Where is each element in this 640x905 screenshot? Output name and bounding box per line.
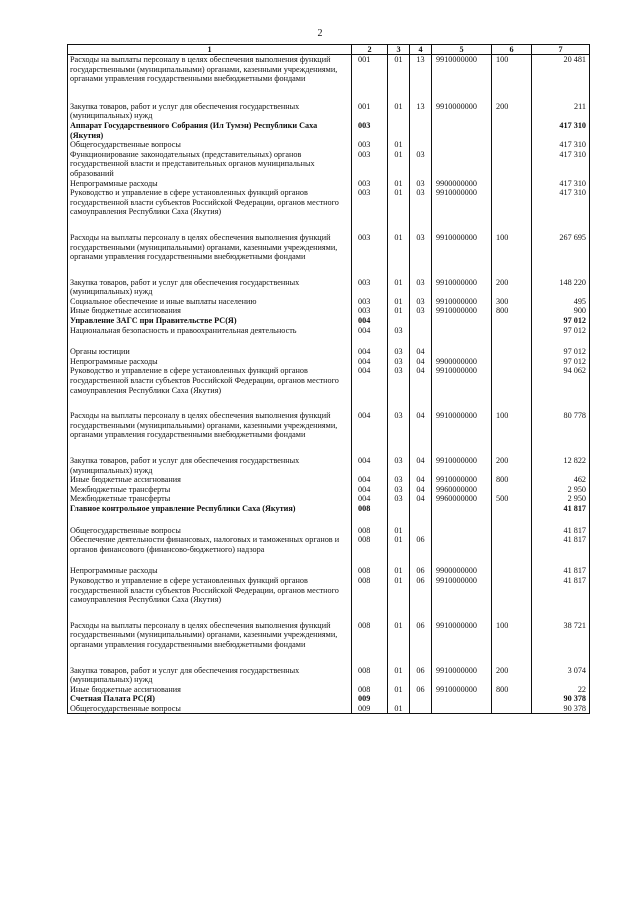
row-expense-type [492, 366, 532, 411]
row-name: Расходы на выплаты персоналу в целях обеспечения выполнения функций государственными (муниципальными) органами, казенными учреждениями, органами управления государственными внебюджетными фондами [68, 621, 352, 666]
row-expense-type [492, 179, 532, 189]
row-section: 01 [388, 306, 410, 316]
row-target-article [432, 504, 492, 526]
row-amount: 97 012 [532, 316, 590, 326]
table-row [68, 666, 590, 685]
row-expense-type: 200 [492, 456, 532, 475]
table-row [68, 475, 590, 485]
row-subsection: 06 [410, 576, 432, 621]
row-target-article: 9910000000 [432, 188, 492, 233]
row-subsection: 04 [410, 485, 432, 495]
row-subsection: 06 [410, 535, 432, 566]
header-col-1: 1 [68, 45, 352, 55]
row-expense-type: 200 [492, 278, 532, 297]
row-expense-type [492, 140, 532, 150]
row-name: Иные бюджетные ассигнования [68, 475, 352, 485]
row-subsection: 04 [410, 357, 432, 367]
row-expense-type [492, 485, 532, 495]
row-target-article: 9910000000 [432, 456, 492, 475]
table-row [68, 685, 590, 695]
row-expense-type [492, 566, 532, 576]
row-admin-code: 008 [352, 621, 388, 666]
row-subsection [410, 316, 432, 326]
row-name: Руководство и управление в сфере установленных функций органов государственной власти субъектов Российской Федерации, органов местного самоуправления Республики Саха (Якутия) [68, 366, 352, 411]
row-amount: 462 [532, 475, 590, 485]
row-amount: 90 378 [532, 704, 590, 714]
header-row [68, 45, 590, 55]
row-name: Управление ЗАГС при Правительстве РС(Я) [68, 316, 352, 326]
row-amount: 41 817 [532, 566, 590, 576]
row-name: Расходы на выплаты персоналу в целях обеспечения выполнения функций государственными (муниципальными) органами, казенными учреждениями, органами управления государственными внебюджетными фондами [68, 411, 352, 456]
row-target-article [432, 347, 492, 357]
row-amount: 41 817 [532, 526, 590, 536]
row-target-article [432, 535, 492, 566]
row-subsection [410, 504, 432, 526]
row-expense-type [492, 576, 532, 621]
row-target-article: 9900000000 [432, 179, 492, 189]
row-subsection: 04 [410, 347, 432, 357]
row-admin-code: 003 [352, 150, 388, 179]
row-section: 03 [388, 326, 410, 348]
row-section: 03 [388, 456, 410, 475]
row-name: Непрограммные расходы [68, 179, 352, 189]
row-name: Межбюджетные трансферты [68, 485, 352, 495]
budget-table [67, 44, 590, 714]
row-expense-type [492, 347, 532, 357]
row-subsection: 03 [410, 278, 432, 297]
row-target-article: 9910000000 [432, 278, 492, 297]
row-admin-code: 003 [352, 278, 388, 297]
table-row [68, 55, 590, 102]
row-amount: 97 012 [532, 347, 590, 357]
row-admin-code: 003 [352, 297, 388, 307]
row-section: 03 [388, 485, 410, 495]
row-amount: 417 310 [532, 150, 590, 179]
row-name: Аппарат Государственного Собрания (Ил Тумэн) Республики Саха (Якутия) [68, 121, 352, 140]
row-section: 01 [388, 704, 410, 714]
row-expense-type: 800 [492, 685, 532, 695]
row-target-article: 9910000000 [432, 685, 492, 695]
row-amount: 97 012 [532, 357, 590, 367]
row-admin-code: 004 [352, 411, 388, 456]
row-section: 01 [388, 150, 410, 179]
row-target-article: 9910000000 [432, 475, 492, 485]
row-amount: 41 817 [532, 504, 590, 526]
table-row [68, 576, 590, 621]
row-section: 03 [388, 366, 410, 411]
row-amount: 417 310 [532, 140, 590, 150]
row-subsection: 04 [410, 456, 432, 475]
row-target-article: 9900000000 [432, 566, 492, 576]
row-expense-type [492, 535, 532, 566]
header-col-4: 4 [410, 45, 432, 55]
row-admin-code: 003 [352, 121, 388, 140]
row-target-article [432, 140, 492, 150]
table-row [68, 366, 590, 411]
row-admin-code: 003 [352, 306, 388, 316]
row-expense-type: 100 [492, 621, 532, 666]
row-amount: 3 074 [532, 666, 590, 685]
row-subsection: 04 [410, 411, 432, 456]
row-admin-code: 008 [352, 535, 388, 566]
row-section: 01 [388, 140, 410, 150]
row-section: 01 [388, 685, 410, 695]
table-row [68, 306, 590, 316]
row-name: Руководство и управление в сфере установленных функций органов государственной власти субъектов Российской Федерации, органов местного самоуправления Республики Саха (Якутия) [68, 188, 352, 233]
row-section: 01 [388, 188, 410, 233]
row-expense-type [492, 316, 532, 326]
row-section: 03 [388, 357, 410, 367]
row-subsection: 06 [410, 621, 432, 666]
row-admin-code: 008 [352, 504, 388, 526]
row-target-article: 9910000000 [432, 621, 492, 666]
row-expense-type [492, 704, 532, 714]
row-target-article [432, 326, 492, 348]
table-row [68, 140, 590, 150]
table-row [68, 347, 590, 357]
row-admin-code: 008 [352, 576, 388, 621]
table-header [68, 45, 590, 55]
row-amount: 90 378 [532, 694, 590, 704]
row-target-article [432, 316, 492, 326]
table-row [68, 357, 590, 367]
row-name: Общегосударственные вопросы [68, 140, 352, 150]
row-subsection [410, 526, 432, 536]
table-row [68, 485, 590, 495]
table-row [68, 278, 590, 297]
row-admin-code: 008 [352, 685, 388, 695]
page-number: 2 [317, 28, 323, 39]
row-expense-type: 800 [492, 306, 532, 316]
row-section: 03 [388, 494, 410, 504]
header-col-2: 2 [352, 45, 388, 55]
row-target-article: 9900000000 [432, 357, 492, 367]
row-target-article: 9910000000 [432, 411, 492, 456]
table-row [68, 233, 590, 278]
row-section [388, 316, 410, 326]
row-subsection [410, 121, 432, 140]
row-subsection [410, 140, 432, 150]
row-expense-type: 100 [492, 233, 532, 278]
row-target-article [432, 526, 492, 536]
row-target-article: 9910000000 [432, 102, 492, 121]
header-col-3: 3 [388, 45, 410, 55]
row-admin-code: 001 [352, 55, 388, 102]
row-amount: 2 950 [532, 494, 590, 504]
row-subsection: 06 [410, 666, 432, 685]
header-col-5: 5 [432, 45, 492, 55]
row-section [388, 121, 410, 140]
row-expense-type: 800 [492, 475, 532, 485]
row-target-article: 9910000000 [432, 306, 492, 316]
table-row [68, 150, 590, 179]
row-subsection: 04 [410, 494, 432, 504]
row-section: 01 [388, 535, 410, 566]
table-row [68, 411, 590, 456]
row-section: 01 [388, 233, 410, 278]
table-row [68, 621, 590, 666]
row-expense-type [492, 694, 532, 704]
row-section: 01 [388, 566, 410, 576]
row-amount: 417 310 [532, 188, 590, 233]
row-target-article: 9910000000 [432, 297, 492, 307]
row-admin-code: 004 [352, 347, 388, 357]
row-target-article [432, 150, 492, 179]
row-amount: 97 012 [532, 326, 590, 348]
row-amount: 12 822 [532, 456, 590, 475]
row-section: 03 [388, 475, 410, 485]
row-amount: 94 062 [532, 366, 590, 411]
row-subsection: 03 [410, 179, 432, 189]
row-target-article: 9910000000 [432, 366, 492, 411]
row-amount: 41 817 [532, 535, 590, 566]
row-target-article: 9910000000 [432, 666, 492, 685]
row-name: Непрограммные расходы [68, 566, 352, 576]
table-row [68, 456, 590, 475]
row-amount: 495 [532, 297, 590, 307]
row-amount: 267 695 [532, 233, 590, 278]
row-name: Обеспечение деятельности финансовых, налоговых и таможенных органов и органов финансового (финансово-бюджетного) надзора [68, 535, 352, 566]
row-admin-code: 003 [352, 140, 388, 150]
row-section: 01 [388, 102, 410, 121]
row-subsection: 03 [410, 297, 432, 307]
row-admin-code: 003 [352, 188, 388, 233]
row-section: 01 [388, 278, 410, 297]
row-name: Органы юстиции [68, 347, 352, 357]
row-expense-type: 200 [492, 666, 532, 685]
row-subsection: 03 [410, 188, 432, 233]
row-subsection: 04 [410, 475, 432, 485]
row-section: 01 [388, 179, 410, 189]
row-expense-type [492, 150, 532, 179]
table-row [68, 121, 590, 140]
row-subsection: 13 [410, 102, 432, 121]
row-name: Функционирование законодательных (представительных) органов государственной власти и представительных органов муниципальных образований [68, 150, 352, 179]
row-admin-code: 004 [352, 456, 388, 475]
row-amount: 22 [532, 685, 590, 695]
row-target-article: 9910000000 [432, 576, 492, 621]
table-row [68, 297, 590, 307]
row-expense-type: 500 [492, 494, 532, 504]
row-target-article [432, 121, 492, 140]
row-admin-code: 008 [352, 526, 388, 536]
row-amount: 417 310 [532, 121, 590, 140]
row-name: Общегосударственные вопросы [68, 704, 352, 714]
table-row [68, 326, 590, 348]
row-expense-type: 300 [492, 297, 532, 307]
row-subsection [410, 326, 432, 348]
header-col-6: 6 [492, 45, 532, 55]
row-target-article [432, 694, 492, 704]
row-name: Непрограммные расходы [68, 357, 352, 367]
row-name: Закупка товаров, работ и услуг для обеспечения государственных (муниципальных) нужд [68, 666, 352, 685]
row-name: Расходы на выплаты персоналу в целях обеспечения выполнения функций государственными (муниципальными) органами, казенными учреждениями, органами управления государственными внебюджетными фондами [68, 55, 352, 102]
table-row [68, 566, 590, 576]
row-expense-type [492, 121, 532, 140]
row-amount: 211 [532, 102, 590, 121]
row-target-article: 9960000000 [432, 485, 492, 495]
row-name: Закупка товаров, работ и услуг для обеспечения государственных (муниципальных) нужд [68, 102, 352, 121]
row-subsection: 03 [410, 233, 432, 278]
row-name: Закупка товаров, работ и услуг для обеспечения государственных (муниципальных) нужд [68, 456, 352, 475]
row-expense-type: 100 [492, 55, 532, 102]
row-amount: 20 481 [532, 55, 590, 102]
row-subsection: 06 [410, 566, 432, 576]
row-target-article: 9960000000 [432, 494, 492, 504]
row-expense-type: 100 [492, 411, 532, 456]
row-amount: 2 950 [532, 485, 590, 495]
table-row [68, 494, 590, 504]
table-row [68, 102, 590, 121]
table-row [68, 188, 590, 233]
row-section: 03 [388, 347, 410, 357]
row-admin-code: 003 [352, 233, 388, 278]
row-expense-type [492, 526, 532, 536]
row-admin-code: 008 [352, 666, 388, 685]
row-section: 01 [388, 621, 410, 666]
row-section: 03 [388, 411, 410, 456]
row-name: Национальная безопасность и правоохранительная деятельность [68, 326, 352, 348]
row-admin-code: 004 [352, 485, 388, 495]
row-section [388, 694, 410, 704]
table-row [68, 504, 590, 526]
table-row [68, 535, 590, 566]
table-row [68, 694, 590, 704]
row-amount: 900 [532, 306, 590, 316]
row-section [388, 504, 410, 526]
row-name: Главное контрольное управление Республики Саха (Якутия) [68, 504, 352, 526]
table-row [68, 704, 590, 714]
row-name: Межбюджетные трансферты [68, 494, 352, 504]
row-section: 01 [388, 55, 410, 102]
row-admin-code: 004 [352, 316, 388, 326]
row-name: Общегосударственные вопросы [68, 526, 352, 536]
row-subsection: 03 [410, 150, 432, 179]
table-body [68, 55, 590, 714]
row-expense-type [492, 326, 532, 348]
row-admin-code: 004 [352, 494, 388, 504]
row-target-article: 9910000000 [432, 55, 492, 102]
row-subsection: 04 [410, 366, 432, 411]
row-section: 01 [388, 576, 410, 621]
header-col-7: 7 [532, 45, 590, 55]
row-admin-code: 004 [352, 326, 388, 348]
row-name: Иные бюджетные ассигнования [68, 306, 352, 316]
row-admin-code: 003 [352, 179, 388, 189]
row-expense-type [492, 357, 532, 367]
row-name: Закупка товаров, работ и услуг для обеспечения государственных (муниципальных) нужд [68, 278, 352, 297]
row-admin-code: 008 [352, 566, 388, 576]
table-row [68, 179, 590, 189]
row-amount: 80 778 [532, 411, 590, 456]
row-expense-type [492, 188, 532, 233]
row-section: 01 [388, 526, 410, 536]
row-amount: 148 220 [532, 278, 590, 297]
row-amount: 38 721 [532, 621, 590, 666]
row-target-article: 9910000000 [432, 233, 492, 278]
row-name: Иные бюджетные ассигнования [68, 685, 352, 695]
table-row [68, 316, 590, 326]
row-subsection: 13 [410, 55, 432, 102]
row-expense-type: 200 [492, 102, 532, 121]
row-admin-code: 004 [352, 366, 388, 411]
row-name: Расходы на выплаты персоналу в целях обеспечения выполнения функций государственными (муниципальными) органами, казенными учреждениями, органами управления государственными внебюджетными фондами [68, 233, 352, 278]
row-name: Счетная Палата РС(Я) [68, 694, 352, 704]
row-subsection [410, 694, 432, 704]
row-admin-code: 009 [352, 704, 388, 714]
row-admin-code: 001 [352, 102, 388, 121]
row-subsection: 06 [410, 685, 432, 695]
row-name: Социальное обеспечение и иные выплаты населению [68, 297, 352, 307]
row-name: Руководство и управление в сфере установленных функций органов государственной власти субъектов Российской Федерации, органов местного самоуправления Республики Саха (Якутия) [68, 576, 352, 621]
row-section: 01 [388, 666, 410, 685]
row-amount: 417 310 [532, 179, 590, 189]
row-amount: 41 817 [532, 576, 590, 621]
row-target-article [432, 704, 492, 714]
row-subsection: 03 [410, 306, 432, 316]
row-expense-type [492, 504, 532, 526]
row-subsection [410, 704, 432, 714]
row-admin-code: 004 [352, 475, 388, 485]
row-admin-code: 009 [352, 694, 388, 704]
table-row [68, 526, 590, 536]
row-section: 01 [388, 297, 410, 307]
row-admin-code: 004 [352, 357, 388, 367]
